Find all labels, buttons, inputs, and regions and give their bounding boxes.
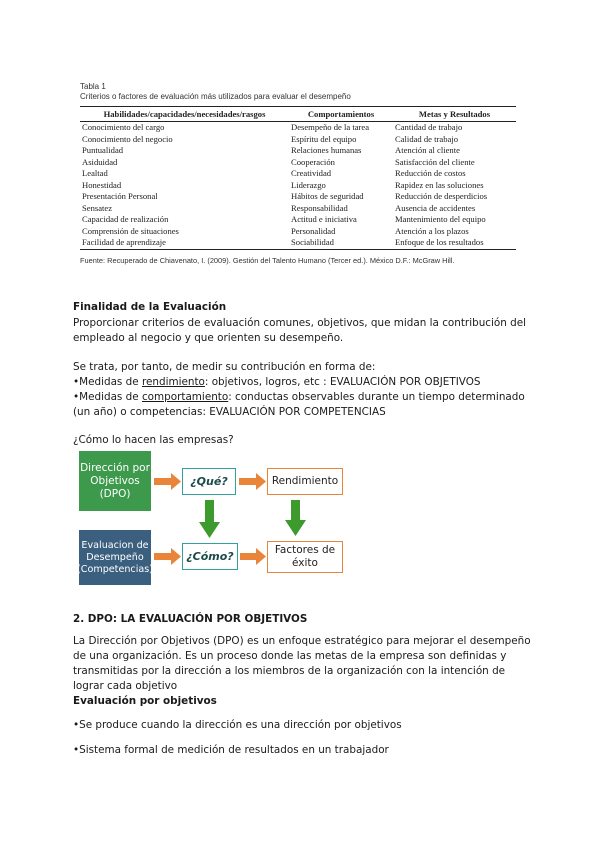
arrow-down-icon [285, 500, 306, 536]
table-cell: Reducción de costos [395, 168, 466, 178]
table-cell: Conocimiento del cargo [82, 122, 165, 132]
table-cell: Sociabilidad [289, 237, 393, 249]
dpo-box: Dirección por Objetivos (DPO) [79, 451, 151, 511]
table-caption: Criterios o factores de evaluación más utilizados para evaluar el desempeño [80, 92, 351, 101]
table-cell: Enfoque de los resultados [393, 237, 516, 249]
table-header: Metas y Resultados [393, 107, 516, 122]
table-cell: Actitud e iniciativa [291, 214, 357, 224]
table-cell: Puntualidad [82, 145, 124, 155]
section2-body: La Dirección por Objetivos (DPO) es un enfoque estratégico para mejorar el desempeño de una organización. Es un proceso donde las metas de la empresa son definidas y transmitidas por la dirección a los miembros de la organización con la intención de lograr cada objetivo [73, 635, 531, 692]
table-cell: Liderazgo [291, 179, 326, 190]
table-cell: Capacidad de realización [82, 214, 169, 224]
factores-box: Factores de éxito [267, 541, 343, 573]
table-cell: Mantenimiento del equipo [395, 214, 486, 224]
table-cell: Atención a los plazos [395, 225, 469, 236]
table-cell: Espíritu del equipo [291, 133, 357, 144]
arrow-right-icon [240, 548, 266, 565]
table-cell: Reducción de desperdicios [395, 191, 488, 201]
section2-bullet: •Se produce cuando la dirección es una dirección por objetivos [73, 719, 402, 731]
table-cell: Presentación Personal [82, 191, 158, 201]
table-cell: Asiduidad [82, 156, 118, 167]
table-cell: Rapidez en las soluciones [395, 179, 484, 190]
table-cell: Calidad de trabajo [395, 133, 458, 144]
arrow-right-icon [154, 473, 181, 490]
arrow-right-icon [154, 548, 181, 565]
table-header: Comportamientos [289, 107, 393, 122]
que-box: ¿Qué? [182, 468, 236, 495]
table-cell: Comprensión de situaciones [82, 225, 179, 236]
table-cell: Facilidad de aprendizaje [80, 237, 289, 249]
section2-heading: 2. DPO: LA EVALUACIÓN POR OBJETIVOS [73, 613, 308, 625]
finalidad-body: Proporcionar criterios de evaluación comunes, objetivos, que midan la contribución del empleado al negocio y que orienten su desempeño. [73, 317, 526, 344]
table-cell: Sensatez [82, 202, 113, 213]
underlined-term: comportamiento [141, 391, 229, 403]
question-text: ¿Cómo lo hacen las empresas? [73, 434, 234, 446]
medir-intro: Se trata, por tanto, de medir su contribución en forma de: [73, 361, 376, 373]
table-cell: Cantidad de trabajo [395, 122, 463, 132]
bullet-prefix: •Medidas de [73, 376, 142, 388]
bullet-suffix: : objetivos, logros, etc : EVALUACIÓN POR OBJETIVOS [204, 376, 481, 388]
evaluacion-objetivos-heading: Evaluación por objetivos [73, 695, 217, 707]
table-cell: Conocimiento del negocio [82, 133, 173, 144]
table-cell: Cooperación [291, 156, 335, 167]
table-cell: Atención al cliente [395, 145, 460, 155]
arrow-down-icon [199, 500, 220, 538]
table-cell: Responsabilidad [291, 202, 348, 213]
table-label: Tabla 1 [80, 82, 106, 91]
table-header: Habilidades/capacidades/necesidades/rasgos [80, 107, 289, 122]
table-cell: Lealtad [82, 168, 108, 178]
table-cell: Relaciones humanas [291, 145, 362, 155]
table-cell: Creatividad [291, 168, 332, 178]
bullet-prefix: •Medidas de [73, 391, 142, 403]
rendimiento-box: Rendimiento [267, 468, 343, 495]
table-source: Fuente: Recuperado de Chiavenato, I. (2009). Gestión del Talento Humano (Tercer ed.). México D.F.: McGraw Hill. [80, 255, 455, 265]
table-cell: Satisfacción del cliente [395, 156, 475, 167]
finalidad-heading: Finalidad de la Evaluación [73, 301, 227, 313]
table-cell: Desempeño de la tarea [291, 122, 370, 132]
table-cell: Hábitos de seguridad [291, 191, 364, 201]
table-cell: Honestidad [82, 179, 122, 190]
table-cell: Personalidad [291, 225, 336, 236]
bullet-suffix: : conductas observables durante un tiempo determinado (un año) o competencias: EVALUACIÓN POR COMPETENCIAS [73, 391, 525, 418]
underlined-term: rendimiento [141, 376, 205, 388]
evaluacion-box: Evaluacion de Desempeño (Competencias) [79, 530, 151, 585]
section2-bullet: •Sistema formal de medición de resultados en un trabajador [73, 744, 389, 756]
arrow-right-icon [239, 473, 266, 490]
como-box: ¿Cómo? [182, 543, 238, 570]
table-cell: Ausencia de accidentes [395, 202, 476, 213]
